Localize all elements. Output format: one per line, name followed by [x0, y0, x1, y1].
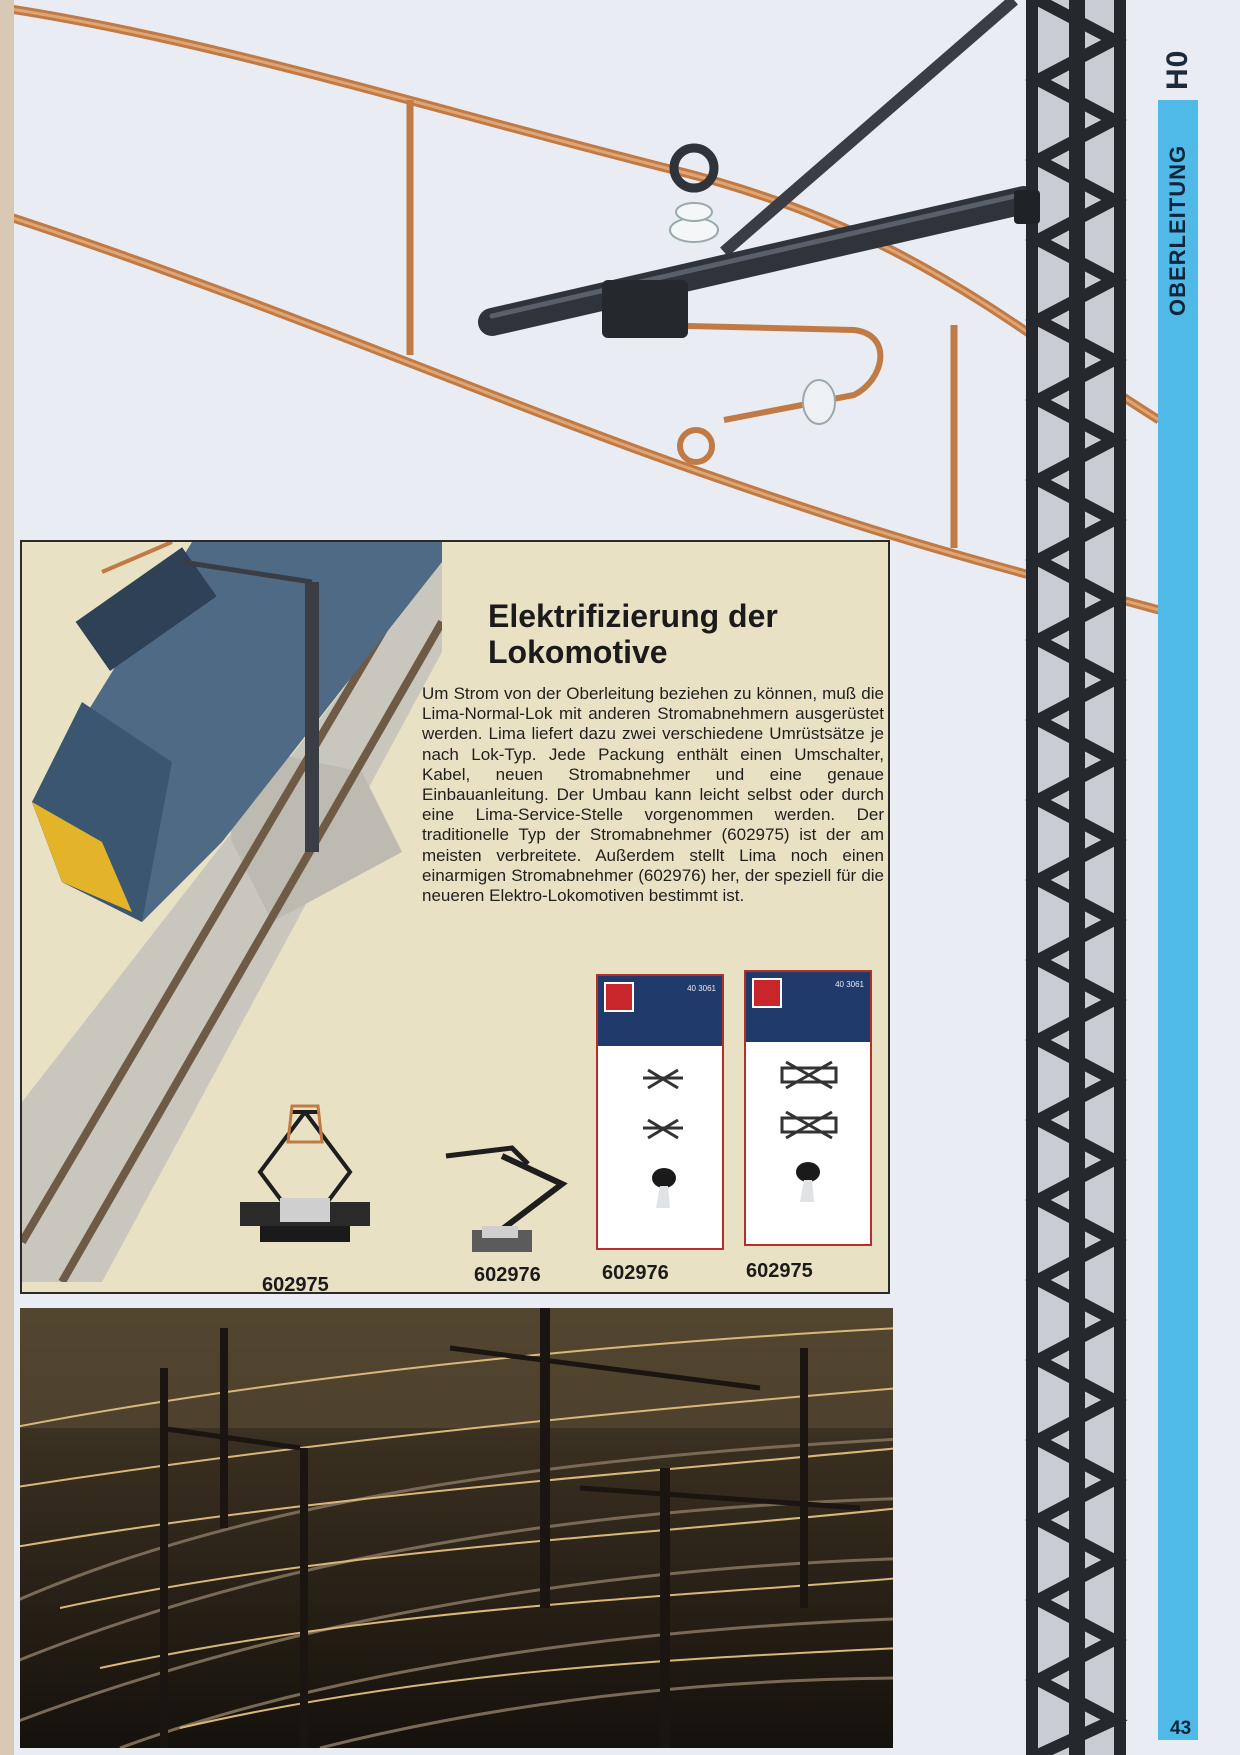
product-package-602976: [596, 974, 724, 1250]
package-header: [598, 976, 722, 1046]
package-code: 40 3061: [687, 984, 716, 993]
pantograph-602975-illustration: [230, 1102, 380, 1252]
article-box: [20, 540, 890, 1294]
catenary-layout-photo: [20, 1308, 893, 1748]
article-body: Um Strom von der Oberleitung beziehen zu können, muß die Lima-Normal-Lok mit anderen Stromabnehmern ausgerüstet werden. Lima liefert dazu zwei verschiedene Umrüstsätze je nach Lok-Typ. Jede Packung enthält einen Umschalter, Kabel, neuen Stromabnehmer und eine genaue Einbauanleitung. Der Umbau kann leicht selbst oder durch eine Lima-Service-Stelle vorgenommen werden. Der traditionelle Typ der Stromabnehmer (602975) ist der am meisten verbreitete. Außerdem stellt Lima noch einen einarmigen Stromabnehmer (602976) her, der speziell für die neueren Elektro-Lokomotiven bestimmt ist.: [422, 684, 884, 906]
part-number-label: 602976: [602, 1262, 669, 1284]
scale-label: H0: [1161, 49, 1194, 91]
package-code: 40 3061: [835, 980, 864, 989]
product-package-602975: [744, 970, 872, 1246]
page-edge: [0, 0, 14, 1755]
package-parts-illustration: [746, 1044, 870, 1240]
part-number-label: 602975: [262, 1274, 329, 1294]
package-parts-illustration: [598, 1048, 722, 1244]
lima-logo-icon: [752, 978, 782, 1008]
pantograph-602976-illustration: [442, 1134, 592, 1264]
headline-line-1: Elektrifizierung der: [488, 598, 778, 634]
page-number: 43: [1170, 1718, 1192, 1739]
section-label: OBERLEITUNG: [1165, 144, 1190, 316]
lima-logo-icon: [604, 982, 634, 1012]
headline-line-2: Lokomotive: [488, 634, 668, 670]
part-number-label: 602975: [746, 1260, 813, 1282]
package-header: [746, 972, 870, 1042]
article-headline: [488, 598, 868, 670]
part-number-label: 602976: [474, 1264, 541, 1286]
